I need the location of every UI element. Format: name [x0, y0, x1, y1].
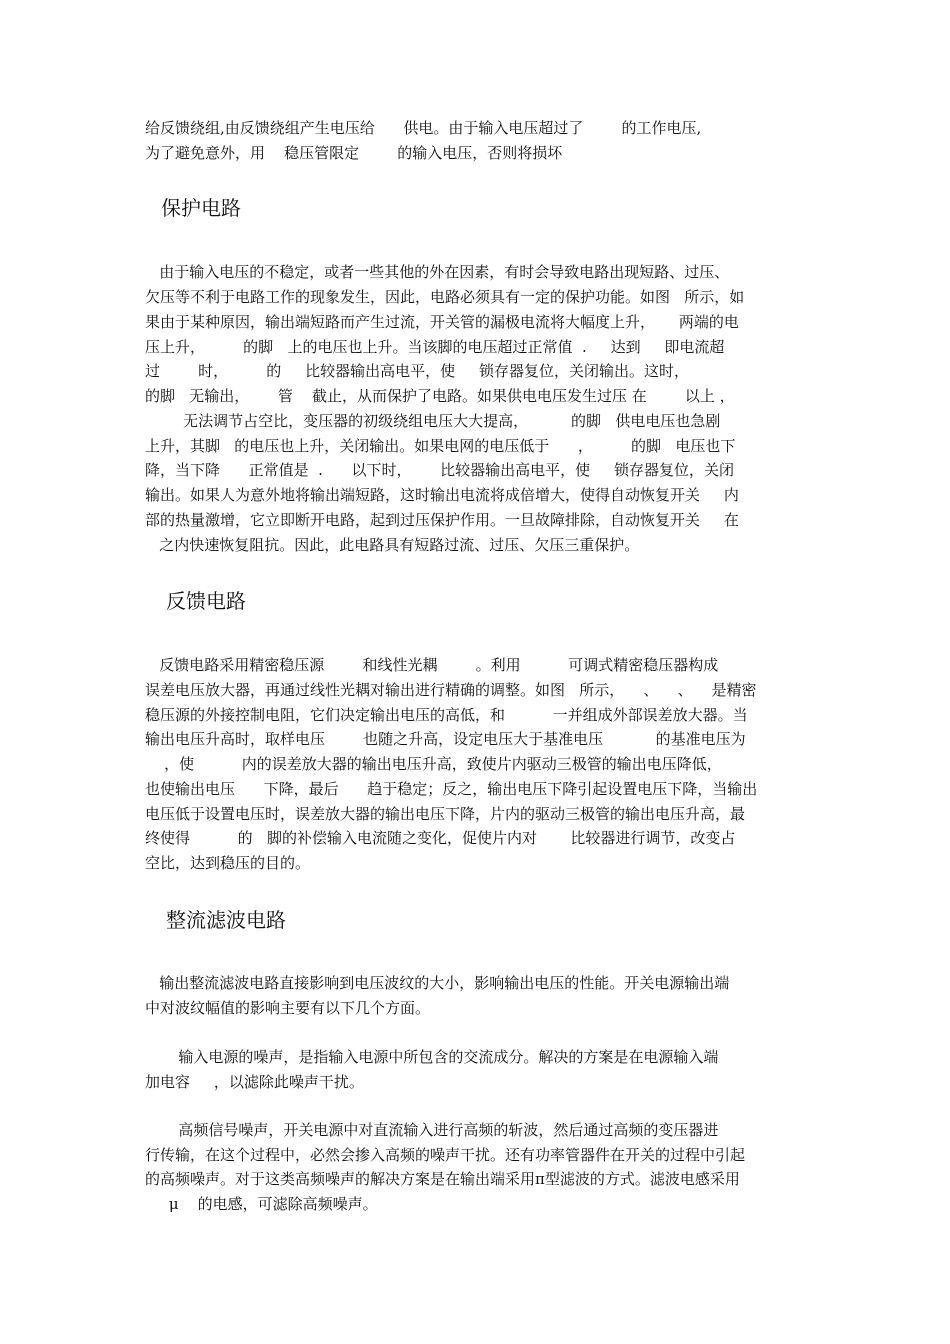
protection-line-2: 欠压等不利于电路工作的现象发生，因此，电路必须具有一定的保护功能。如图 所示，如	[145, 288, 745, 306]
protection-line-7: 无法调节占空比，变压器的初级绕组电压大大提高， 的脚 供电电压也急剧	[145, 412, 721, 430]
feedback-line-1: 反馈电路采用精密稳压源 和线性光耦 。利用 可调式精密稳压器构成	[145, 656, 719, 674]
rectifier-p2-line-1: 输入电源的噪声，是指输入电源中所包含的交流成分。解决的方案是在电源输入端	[145, 1048, 719, 1066]
rectifier-p3-line-4: μ 的电感，可滤除高频噪声。	[145, 1195, 378, 1213]
intro-line-1: 给反馈绕组,由反馈绕组产生电压给 供电。由于输入电压超过了 的工作电压,	[145, 119, 702, 137]
section-heading-rectifier: 整流滤波电路	[166, 908, 286, 932]
protection-line-3: 果由于某种原因，输出端短路而产生过流，开关管的漏极电流将大幅度上升， 两端的电	[145, 313, 739, 331]
protection-line-8: 上升，其脚 的电压也上升，关闭输出。如果电网的电压低于 ， 的脚 电压也下	[145, 437, 736, 455]
rectifier-p3-line-3: 的高频噪声。对于这类高频噪声的解决方案是在输出端采用π型滤波的方式。滤波电感采用	[145, 1170, 740, 1188]
rectifier-p3-line-1: 高频信号噪声，开关电源中对直流输入进行高频的斩波，然后通过高频的变压器进	[145, 1121, 719, 1139]
rectifier-p1-line-1: 输出整流滤波电路直接影响到电压波纹的大小，影响输出电压的性能。开关电源输出端	[145, 974, 730, 992]
feedback-line-6: 也使输出电压 下降，最后 趋于稳定；反之，输出电压下降引起设置电压下降，当输出	[145, 780, 758, 798]
protection-line-1: 由于输入电压的不稳定，或者一些其他的外在因素，有时会导致电路出现短路、过压、	[145, 263, 730, 281]
feedback-line-4: 输出电压升高时，取样电压 也随之升高，设定电压大于基准电压 的基准电压为	[145, 730, 746, 748]
feedback-line-9: 空比，达到稳压的目的。	[145, 854, 311, 872]
rectifier-p2-line-2: 加电容 ，以滤除此噪声干扰。	[145, 1073, 364, 1091]
protection-line-9: 降，当下降 正常值是 . 以下时， 比较器输出高电平，使 锁存器复位，关闭	[145, 461, 734, 479]
rectifier-p1-line-2: 中对波纹幅值的影响主要有以下几个方面。	[145, 999, 431, 1017]
rectifier-p3-line-2: 行传输，在这个过程中，必然会掺入高频的噪声干扰。还有功率管器件在开关的过程中引起	[145, 1146, 746, 1164]
feedback-line-8: 终使得 的 脚的补偿输入电流随之变化，促使片内对 比较器进行调节，改变占	[145, 829, 736, 847]
protection-line-11: 部的热量激增，它立即断开电路，起到过压保护作用。一旦故障排除，自动恢复开关 在	[145, 511, 739, 529]
protection-line-5: 过 时， 的 比较器输出高电平，使 锁存器复位，关闭输出。这时，	[145, 362, 689, 380]
feedback-line-7: 电压低于设置电压时，误差放大器的输出电压下降，片内的驱动三极管的输出电压升高，最	[145, 805, 746, 823]
protection-line-4: 压上升， 的脚 上的电压也上升。当该脚的电压超过正常值 . 达到 即电流超	[145, 338, 725, 356]
feedback-line-2: 误差电压放大器，再通过线性光耦对输出进行精确的调整。如图 所示， 、 、 是精密	[145, 681, 757, 699]
feedback-line-3: 稳压源的外接控制电阻，它们决定输出电压的高低，和 一并组成外部误差放大器。当	[145, 706, 748, 724]
protection-line-12: 之内快速恢复阻抗。因此，此电路具有短路过流、过压、欠压三重保护。	[145, 536, 640, 554]
intro-line-2: 为了避免意外，用 稳压管限定 的输入电压，否则将损坏	[145, 144, 563, 162]
protection-line-10: 输出。如果人为意外地将输出端短路，这时输出电流将成倍增大，使得自动恢复开关 内	[145, 486, 739, 504]
section-heading-protection: 保护电路	[161, 196, 241, 220]
section-heading-feedback: 反馈电路	[166, 589, 246, 613]
feedback-line-5: ，使 内的误差放大器的输出电压升高，致使片内驱动三极管的输出电压降低，	[145, 755, 722, 773]
protection-line-6: 的脚 无输出， 管 截止，从而保护了电路。如果供电电压发生过压 在 以上 ，	[145, 387, 735, 405]
